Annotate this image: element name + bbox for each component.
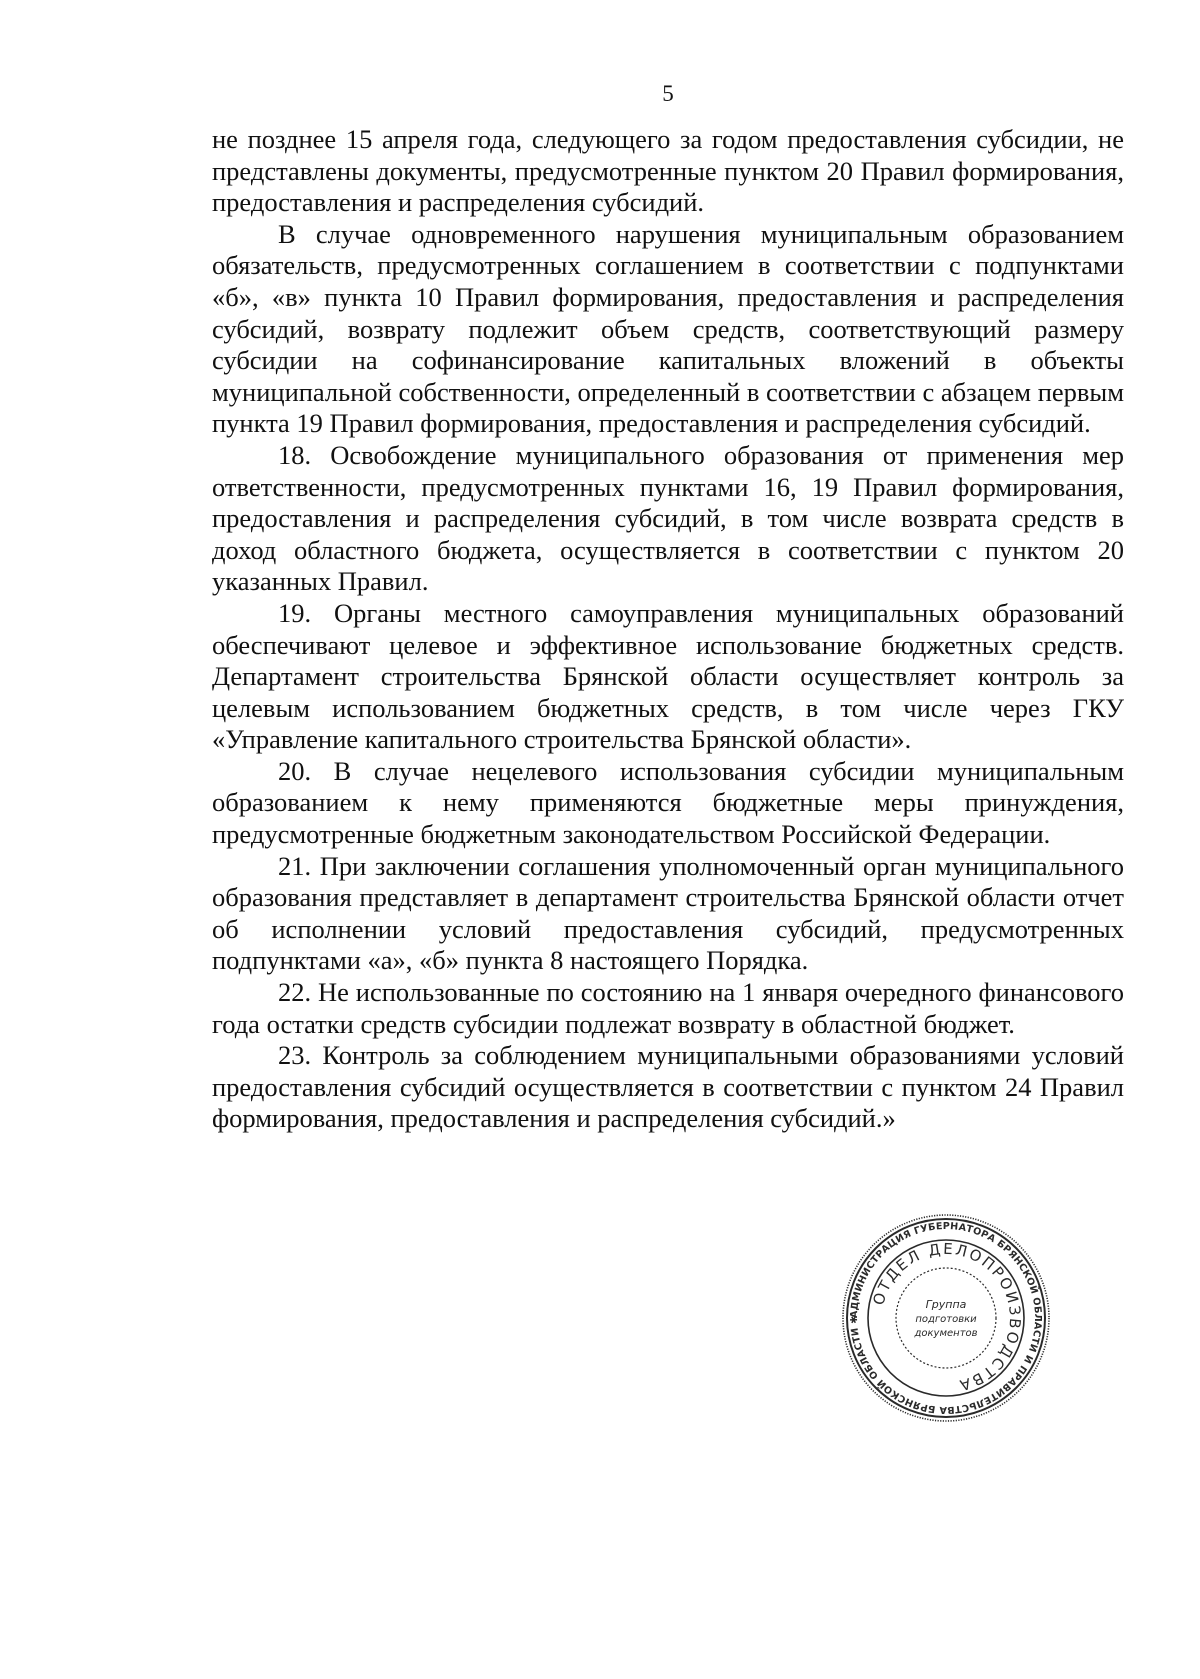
paragraph-21: 21. При заключении соглашения уполномоченный орган муниципального образования представляет в департамент строительства Брянской области отчет об исполнении условий предоставления субсидий, предусмотренных подпунктами «а», «б» пункта 8 настоящего Порядка. bbox=[212, 850, 1124, 976]
paragraph-simultaneous-violation: В случае одновременного нарушения муниципальным образованием обязательств, предусмотренных соглашением в соответствии с подпунктами «б», «в» пункта 10 Правил формирования, предоставления и распределения субсидий, возврату подлежит объем средств, соответствующий размеру субсидии на софинансирование капитальных вложений в объекты муниципальной собственности, определенный в соответствии с абзацем первым пункта 19 Правил формирования, предоставления и распределения субсидий. bbox=[212, 218, 1124, 439]
stamp-inner-text: ОТДЕЛ ДЕЛОПРОИЗВОДСТВА bbox=[869, 1239, 1025, 1395]
stamp-center-line-2: подготовки bbox=[915, 1314, 977, 1325]
paragraph-19: 19. Органы местного самоуправления муниципальных образований обеспечивают целевое и эффективное использование бюджетных средств. Департамент строительства Брянской области осуществляет контроль за целевым использованием бюджетных средств, в том числе через ГКУ «Управление капитального строительства Брянской области». bbox=[212, 597, 1124, 755]
paragraph-20: 20. В случае нецелевого использования субсидии муниципальным образованием к нему применяются бюджетные меры принуждения, предусмотренные бюджетным законодательством Российской Федерации. bbox=[212, 755, 1124, 850]
page-number: 5 bbox=[662, 81, 674, 106]
document-body bbox=[212, 124, 1124, 1135]
paragraph-continuation: не позднее 15 апреля года, следующего за годом предоставления субсидии, не представлены документы, предусмотренные пунктом 20 Правил формирования, предоставления и распределения субсидий. bbox=[212, 124, 1124, 218]
stamp-seal bbox=[840, 1212, 1052, 1424]
paragraph-18: 18. Освобождение муниципального образования от применения мер ответственности, предусмотренных пунктами 16, 19 Правил формирования, предоставления и распределения субсидий, в том числе возврата средств в доход областного бюджета, осуществляется в соответствии с пунктом 20 указанных Правил. bbox=[212, 439, 1124, 597]
stamp-center-line-1: Группа bbox=[925, 1298, 967, 1311]
official-stamp bbox=[840, 1212, 1052, 1424]
stamp-outer-text: АДМИНИСТРАЦИЯ ГУБЕРНАТОРА БРЯНСКОЙ ОБЛАСТИ И ПРАВИТЕЛЬСТВА БРЯНСКОЙ ОБЛАСТИ ✱ bbox=[848, 1220, 1044, 1416]
stamp-center-line-3: документов bbox=[914, 1328, 978, 1339]
paragraph-23: 23. Контроль за соблюдением муниципальными образованиями условий предоставления субсидий осуществляется в соответствии с пунктом 24 Правил формирования, предоставления и распределения субсидий.» bbox=[212, 1040, 1124, 1134]
paragraph-22: 22. Не использованные по состоянию на 1 января очередного финансового года остатки средств субсидии подлежат возврату в областной бюджет. bbox=[212, 977, 1124, 1039]
